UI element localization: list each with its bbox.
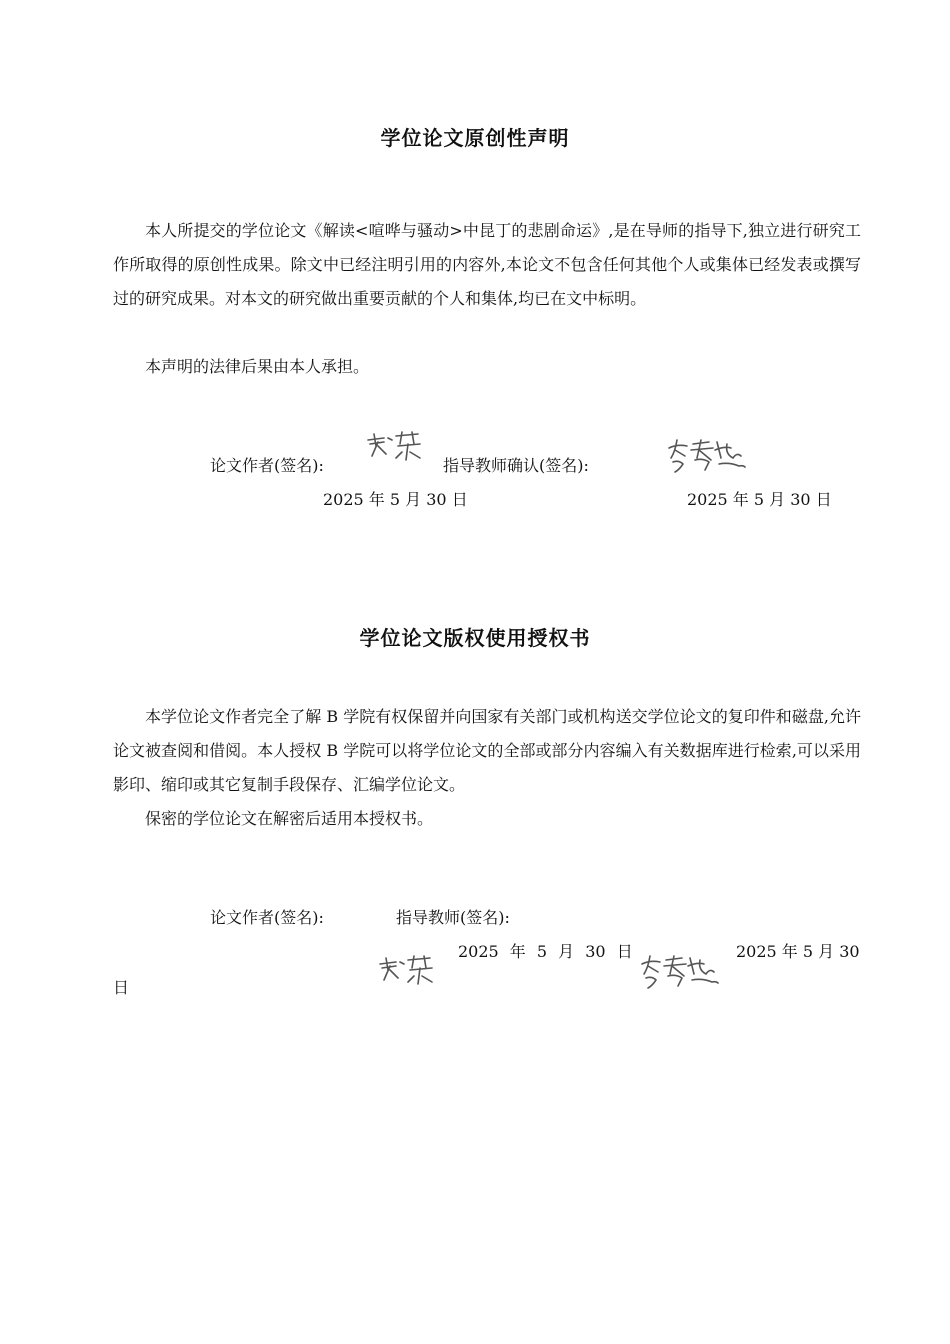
copyright-advisor-signature xyxy=(638,952,720,992)
copyright-paragraph-2: 保密的学位论文在解密后适用本授权书。 xyxy=(145,809,434,828)
copyright-author-label: 论文作者(签名): xyxy=(210,908,324,927)
originality-advisor-date: 2025 年 5 月 30 日 xyxy=(687,490,832,509)
originality-paragraph-2: 本声明的法律后果由本人承担。 xyxy=(145,357,370,376)
originality-author-date: 2025 年 5 月 30 日 xyxy=(323,490,468,509)
originality-title: 学位论文原创性声明 xyxy=(380,126,570,150)
originality-author-label: 论文作者(签名): xyxy=(210,456,324,475)
originality-author-signature xyxy=(364,430,424,464)
copyright-title: 学位论文版权使用授权书 xyxy=(359,626,591,650)
copyright-paragraph-1: 本学位论文作者完全了解 B 学院有权保留并向国家有关部门或机构送交学位论文的复印件和磁盘,允许论文被查阅和借阅。本人授权 B 学院可以将学位论文的全部或部分内容编入有关数据库进行检索,可以采用影印、缩印或其它复制手段保存、汇编学位论文。 xyxy=(113,707,861,794)
copyright-advisor-date: 2025 年 5 月 30 xyxy=(736,942,860,961)
copyright-author-signature xyxy=(376,954,436,988)
copyright-advisor-date-wrap: 日 xyxy=(113,978,130,997)
originality-advisor-signature xyxy=(665,436,747,476)
copyright-author-date: 2025 年 5 月 30 日 xyxy=(458,942,633,961)
copyright-advisor-label: 指导教师(签名): xyxy=(396,908,510,927)
originality-advisor-label: 指导教师确认(签名): xyxy=(443,456,589,475)
originality-paragraph-1: 本人所提交的学位论文《解读<喧哗与骚动>中昆丁的悲剧命运》,是在导师的指导下,独立进行研究工作所取得的原创性成果。除文中已经注明引用的内容外,本论文不包含任何其他个人或集体已经发表或撰写过的研究成果。对本文的研究做出重要贡献的个人和集体,均已在文中标明。 xyxy=(113,221,861,308)
